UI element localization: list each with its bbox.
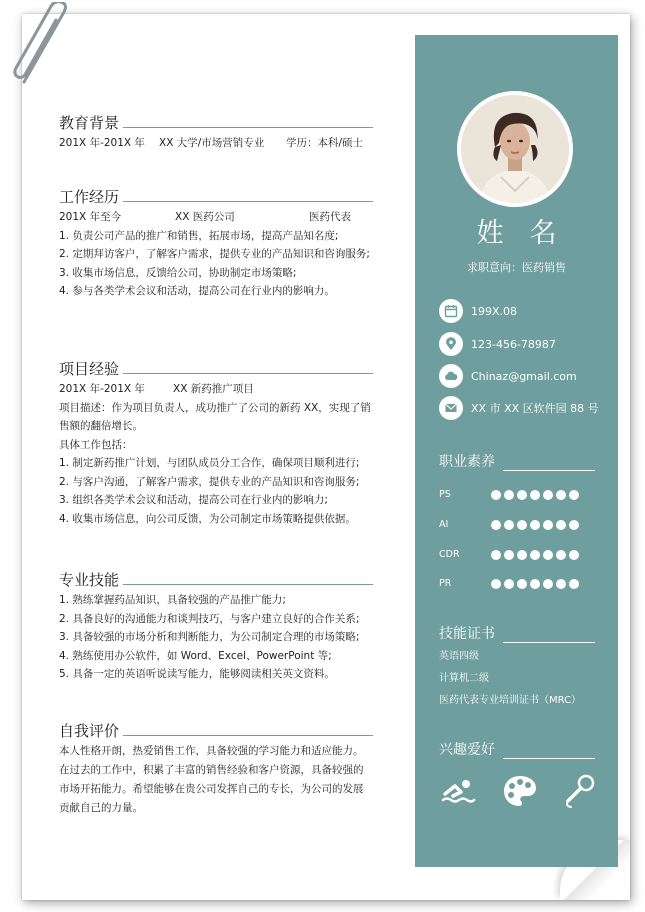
list-item: 4. 收集市场信息，向公司反馈，为公司制定市场策略提供依据。 — [59, 512, 356, 525]
list-item: 1. 制定新药推广计划，与团队成员分工合作，确保项目顺利进行; — [59, 457, 360, 469]
location-pin-icon — [439, 332, 463, 356]
education-degree: 学历：本科/硕士 — [286, 137, 364, 149]
contact-phone-text: 123-456-78987 — [471, 337, 556, 351]
contact-email — [439, 364, 577, 388]
list-item: 4. 参与各类学术会议和活动，提高公司在行业内的影响力。 — [59, 285, 335, 297]
self-eval-section — [59, 720, 373, 818]
self-eval-text: 本人性格开朗，热爱销售工作，具备较强的学习能力和适应能力。在过去的工作中，积累了丰富的销售经验和客户资源，具备较强的市场开拓能力。希望能够在贵公司发挥自己的专长，为公司的发展贡献自己的力量。 — [59, 745, 364, 814]
competence-title: 职业素养 — [439, 454, 495, 470]
contact-address-text: XX 市 XX 区软件园 88 号 — [471, 402, 599, 415]
section-divider — [123, 201, 373, 202]
list-item: 3. 组织各类学术会议和活动，提高公司在行业内的影响力; — [59, 494, 328, 506]
section-divider — [123, 584, 373, 585]
job-intent: 求职意向：医药销售 — [467, 261, 566, 274]
education-period: 201X 年-201X 年 — [59, 137, 145, 149]
education-title: 教育背景 — [59, 114, 120, 132]
project-description: 项目描述：作为项目负责人，成功推广了公司的新药 XX，实现了销售额的翻倍增长。 — [59, 401, 371, 432]
contact-birth — [439, 299, 517, 323]
skills-title: 专业技能 — [59, 571, 120, 589]
contact-email-text: Chinaz@gmail.com — [471, 369, 577, 383]
mail-icon — [439, 396, 463, 420]
list-item: 2. 与客户沟通，了解客户需求，提供专业的产品知识和咨询服务; — [59, 475, 360, 488]
contact-phone — [439, 332, 556, 356]
swimming-icon — [439, 772, 477, 810]
section-divider — [503, 470, 595, 471]
singing-microphone-icon — [561, 772, 599, 810]
skill-row — [439, 489, 599, 500]
portrait-image — [461, 95, 569, 203]
work-company: XX 医药公司 — [175, 211, 235, 223]
education-section — [59, 112, 373, 153]
skill-row — [439, 519, 599, 530]
cloud-icon — [439, 364, 463, 388]
sidebar — [415, 35, 618, 867]
project-name: XX 新药推广项目 — [173, 383, 254, 395]
skill-name: CDR — [439, 549, 460, 560]
list-item: 3. 具备较强的市场分析和判断能力，为公司制定合理的市场策略; — [59, 631, 360, 643]
list-item: 1. 熟练掌握药品知识，具备较强的产品推广能力; — [59, 594, 286, 606]
skill-name: AI — [439, 519, 449, 530]
skill-rating — [491, 520, 579, 530]
section-divider — [503, 758, 595, 759]
cert-title: 技能证书 — [439, 626, 495, 642]
work-section — [59, 186, 373, 301]
skill-rating — [491, 490, 579, 500]
work-position: 医药代表 — [309, 211, 351, 223]
paper-clip-icon — [6, 2, 76, 88]
cert-item: 计算机二级 — [439, 673, 489, 684]
calendar-icon — [439, 299, 463, 323]
work-title: 工作经历 — [59, 188, 120, 206]
project-section — [59, 358, 373, 528]
contact-birth-text: 199X.08 — [471, 304, 518, 318]
skill-rating — [491, 550, 579, 560]
cert-item: 英语四级 — [439, 651, 479, 662]
education-school: XX 大学/市场营销专业 — [159, 137, 265, 149]
self-eval-title: 自我评价 — [59, 722, 120, 740]
section-divider — [123, 735, 373, 736]
list-item: 2. 具备良好的沟通能力和谈判技巧，与客户建立良好的合作关系; — [59, 612, 360, 625]
list-item: 1. 负责公司产品的推广和销售，拓展市场，提高产品知名度; — [59, 229, 339, 242]
skill-row — [439, 578, 599, 589]
skill-name: PS — [439, 489, 451, 500]
project-work-label: 具体工作包括： — [59, 438, 133, 451]
skill-row — [439, 549, 599, 560]
competence-header — [439, 452, 595, 474]
list-item: 3. 收集市场信息，反馈给公司，协助制定市场策略; — [59, 266, 297, 279]
skill-rating — [491, 579, 579, 589]
painting-palette-icon — [501, 772, 539, 810]
cert-item: 医药代表专业培训证书（MRC） — [439, 695, 582, 706]
avatar — [457, 91, 573, 207]
candidate-name: 姓名 — [476, 218, 583, 249]
cert-header — [439, 624, 595, 646]
skills-section — [59, 569, 373, 684]
section-divider — [123, 127, 373, 128]
contact-address — [439, 396, 599, 420]
work-period: 201X 年至今 — [59, 211, 122, 223]
project-title: 项目经验 — [59, 360, 120, 378]
skill-name: PR — [439, 578, 452, 589]
hobby-title: 兴趣爱好 — [439, 742, 495, 758]
project-period: 201X 年-201X 年 — [59, 383, 145, 395]
list-item: 2. 定期拜访客户，了解客户需求，提供专业的产品知识和咨询服务; — [59, 248, 370, 260]
section-divider — [503, 642, 595, 643]
list-item: 4. 熟练使用办公软件，如 Word、Excel、PowerPoint 等; — [59, 649, 332, 662]
section-divider — [123, 373, 373, 374]
hobby-header — [439, 740, 595, 762]
list-item: 5. 具备一定的英语听说读写能力，能够阅读相关英文资料。 — [59, 668, 335, 680]
